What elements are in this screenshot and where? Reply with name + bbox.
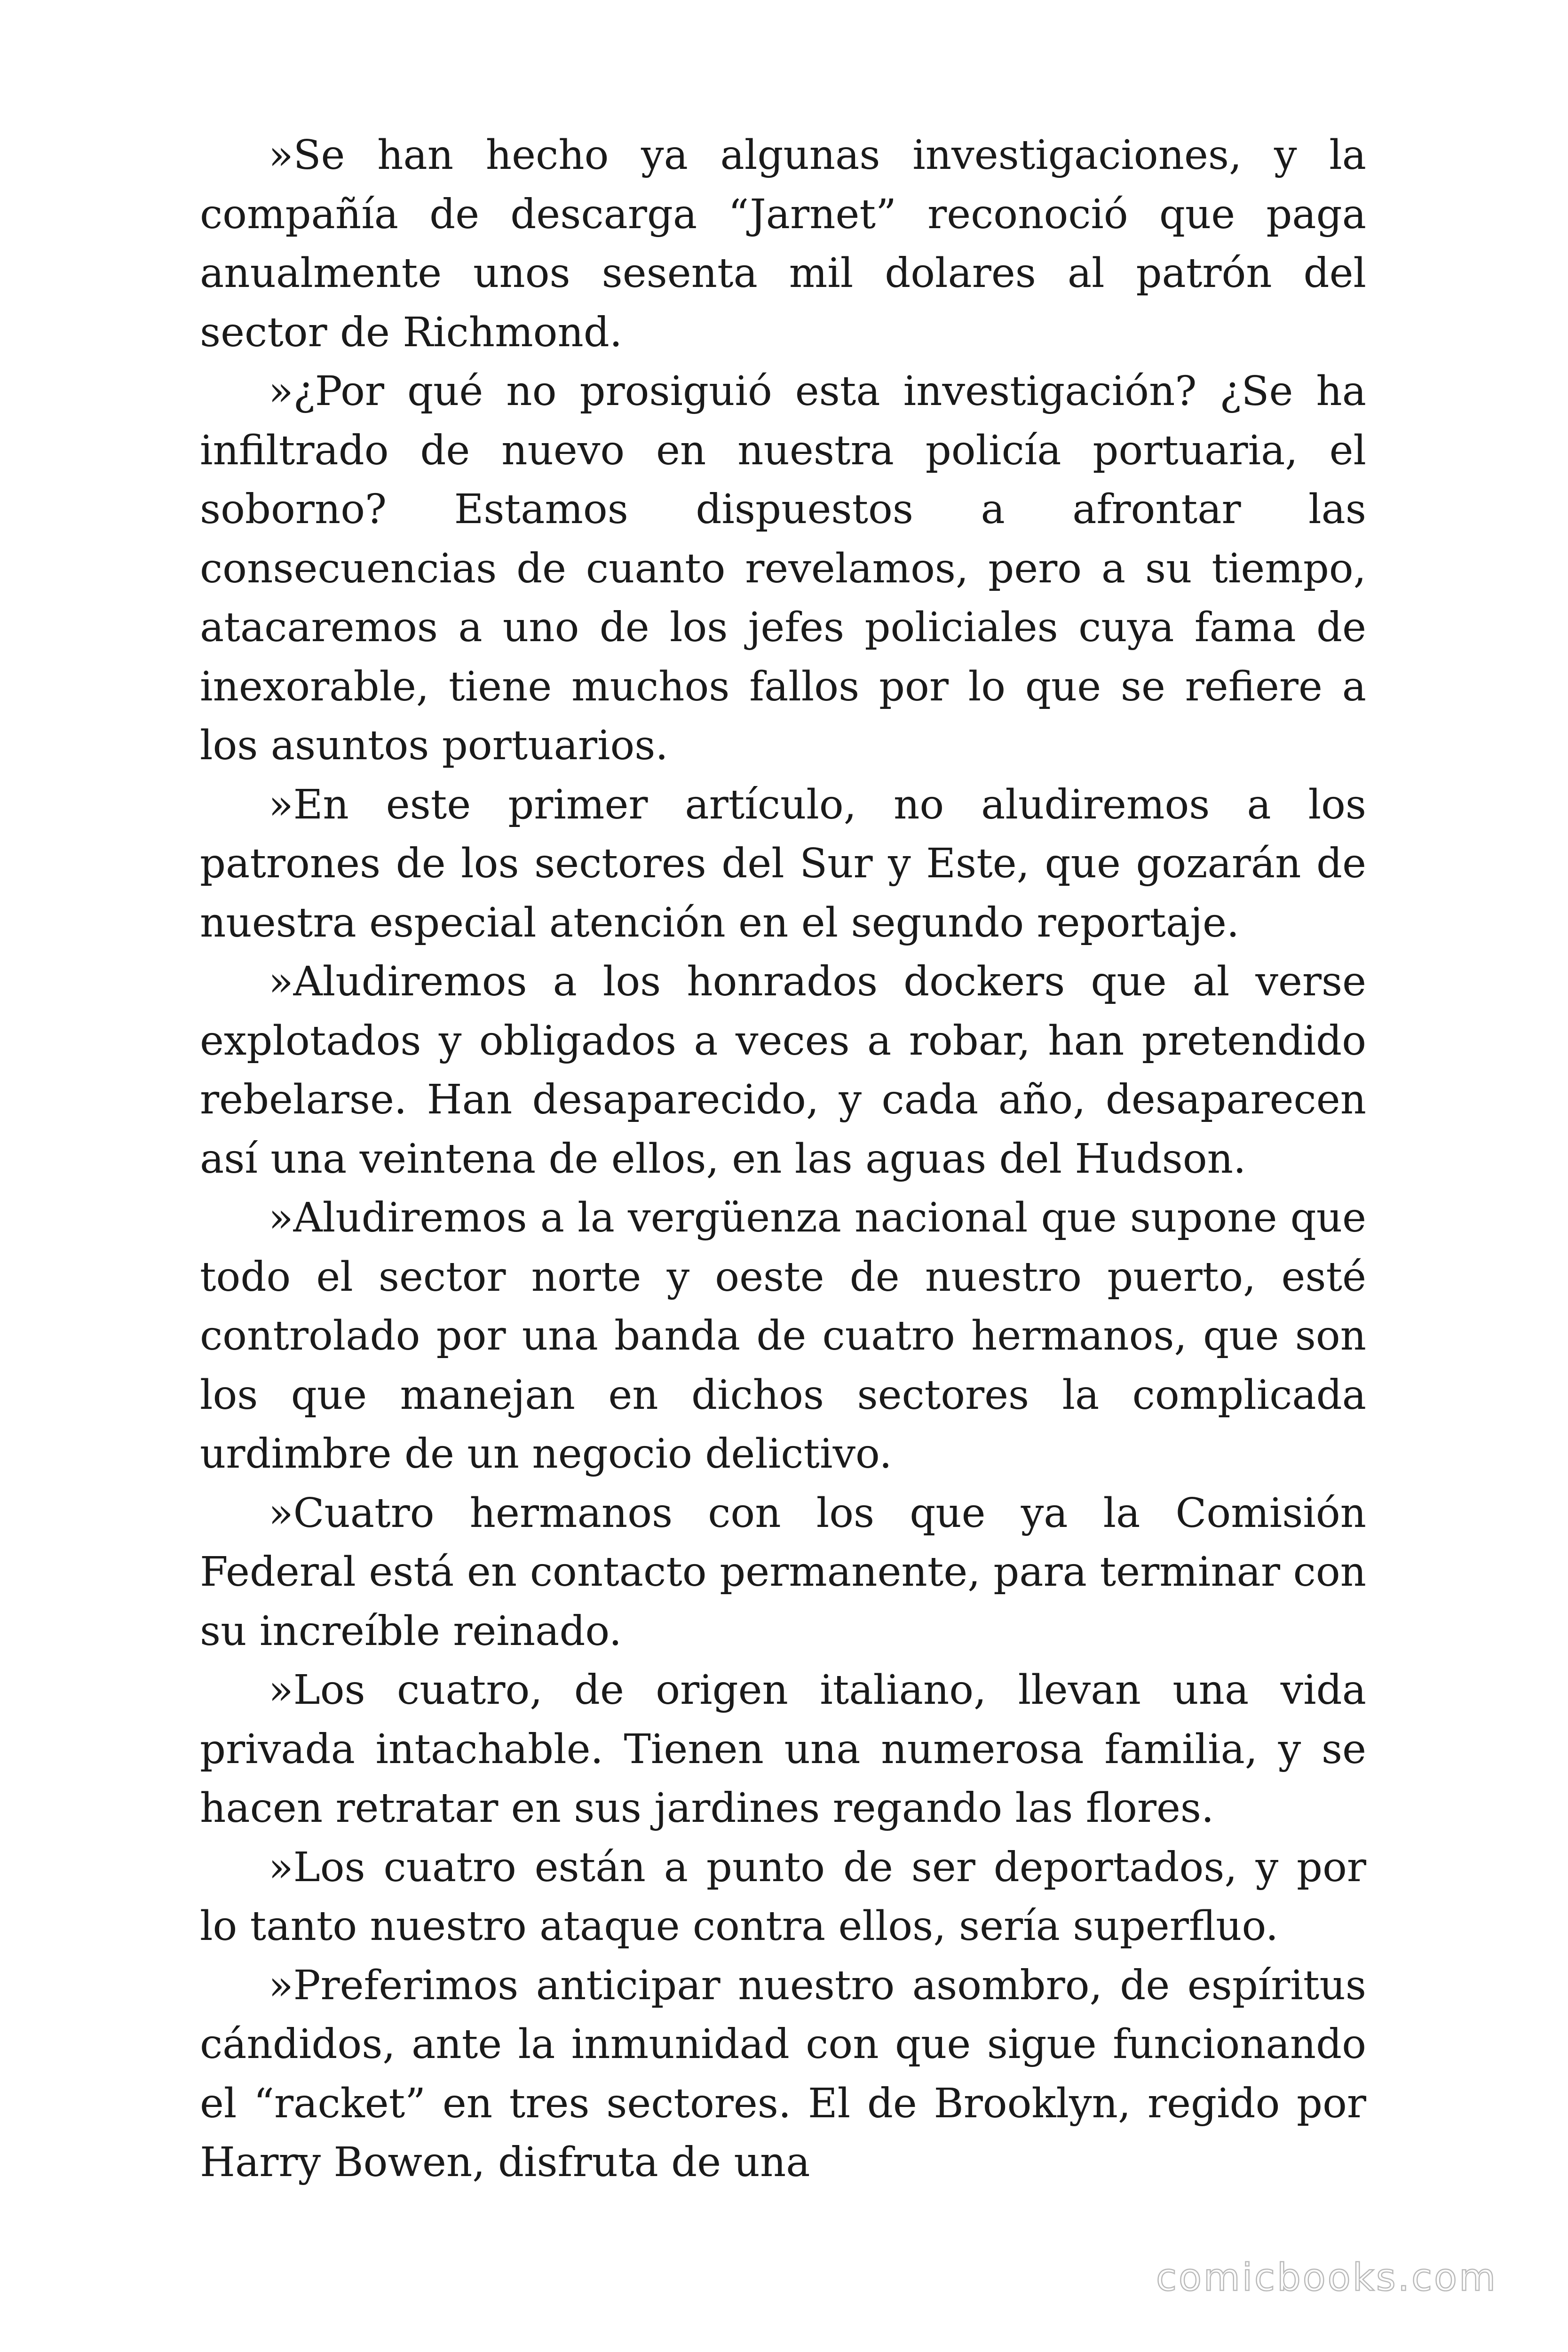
watermark: comicbooks.com (1156, 2256, 1497, 2299)
paragraph: »Los cuatro, de origen italiano, llevan una vida privada intachable. Tienen una numerosa familia, y se hacen retratar en sus jardines regando las flores. (200, 1667, 1366, 1832)
paragraph: »En este primer artículo, no aludiremos a los patrones de los sectores del Sur y Este, que gozarán de nuestra especial atención en el segundo reportaje. (200, 781, 1366, 946)
paragraph: »¿Por qué no prosiguió esta investigación? ¿Se ha infiltrado de nuevo en nuestra policía portuaria, el soborno? Estamos dispuestos a afrontar las consecuencias de cuanto revelamos, pero a su tiempo, atacaremos a uno de los jefes policiales cuya fama de inexorable, tiene muchos fallos por lo que se refiere a los asuntos portuarios. (200, 368, 1366, 769)
paragraph: »Aludiremos a la vergüenza nacional que supone que todo el sector norte y oeste de nuestro puerto, esté controlado por una banda de cuatro hermanos, que son los que manejan en dichos sectores la complicada urdimbre de un negocio delictivo. (200, 1194, 1366, 1478)
paragraph: »Se han hecho ya algunas investigaciones, y la compañía de descarga “Jarnet” reconoció que paga anualmente unos sesenta mil dolares al patrón del sector de Richmond. (200, 132, 1366, 356)
paragraph: »Cuatro hermanos con los que ya la Comisión Federal está en contacto permanente, para terminar con su increíble reinado. (200, 1489, 1366, 1655)
paragraph: »Aludiremos a los honrados dockers que al verse explotados y obligados a veces a robar, han pretendido rebelarse. Han desaparecido, y cada año, desaparecen así una veintena de ellos, en las aguas del Hudson. (200, 958, 1366, 1183)
book-page-body (200, 126, 1366, 2193)
paragraph: »Preferimos anticipar nuestro asombro, de espíritus cándidos, ante la inmunidad con que sigue funcionando el “racket” en tres sectores. El de Brooklyn, regido por Harry Bowen, disfruta de una (200, 1962, 1366, 2186)
paragraph: »Los cuatro están a punto de ser deportados, y por lo tanto nuestro ataque contra ellos, sería superfluo. (200, 1843, 1366, 1950)
